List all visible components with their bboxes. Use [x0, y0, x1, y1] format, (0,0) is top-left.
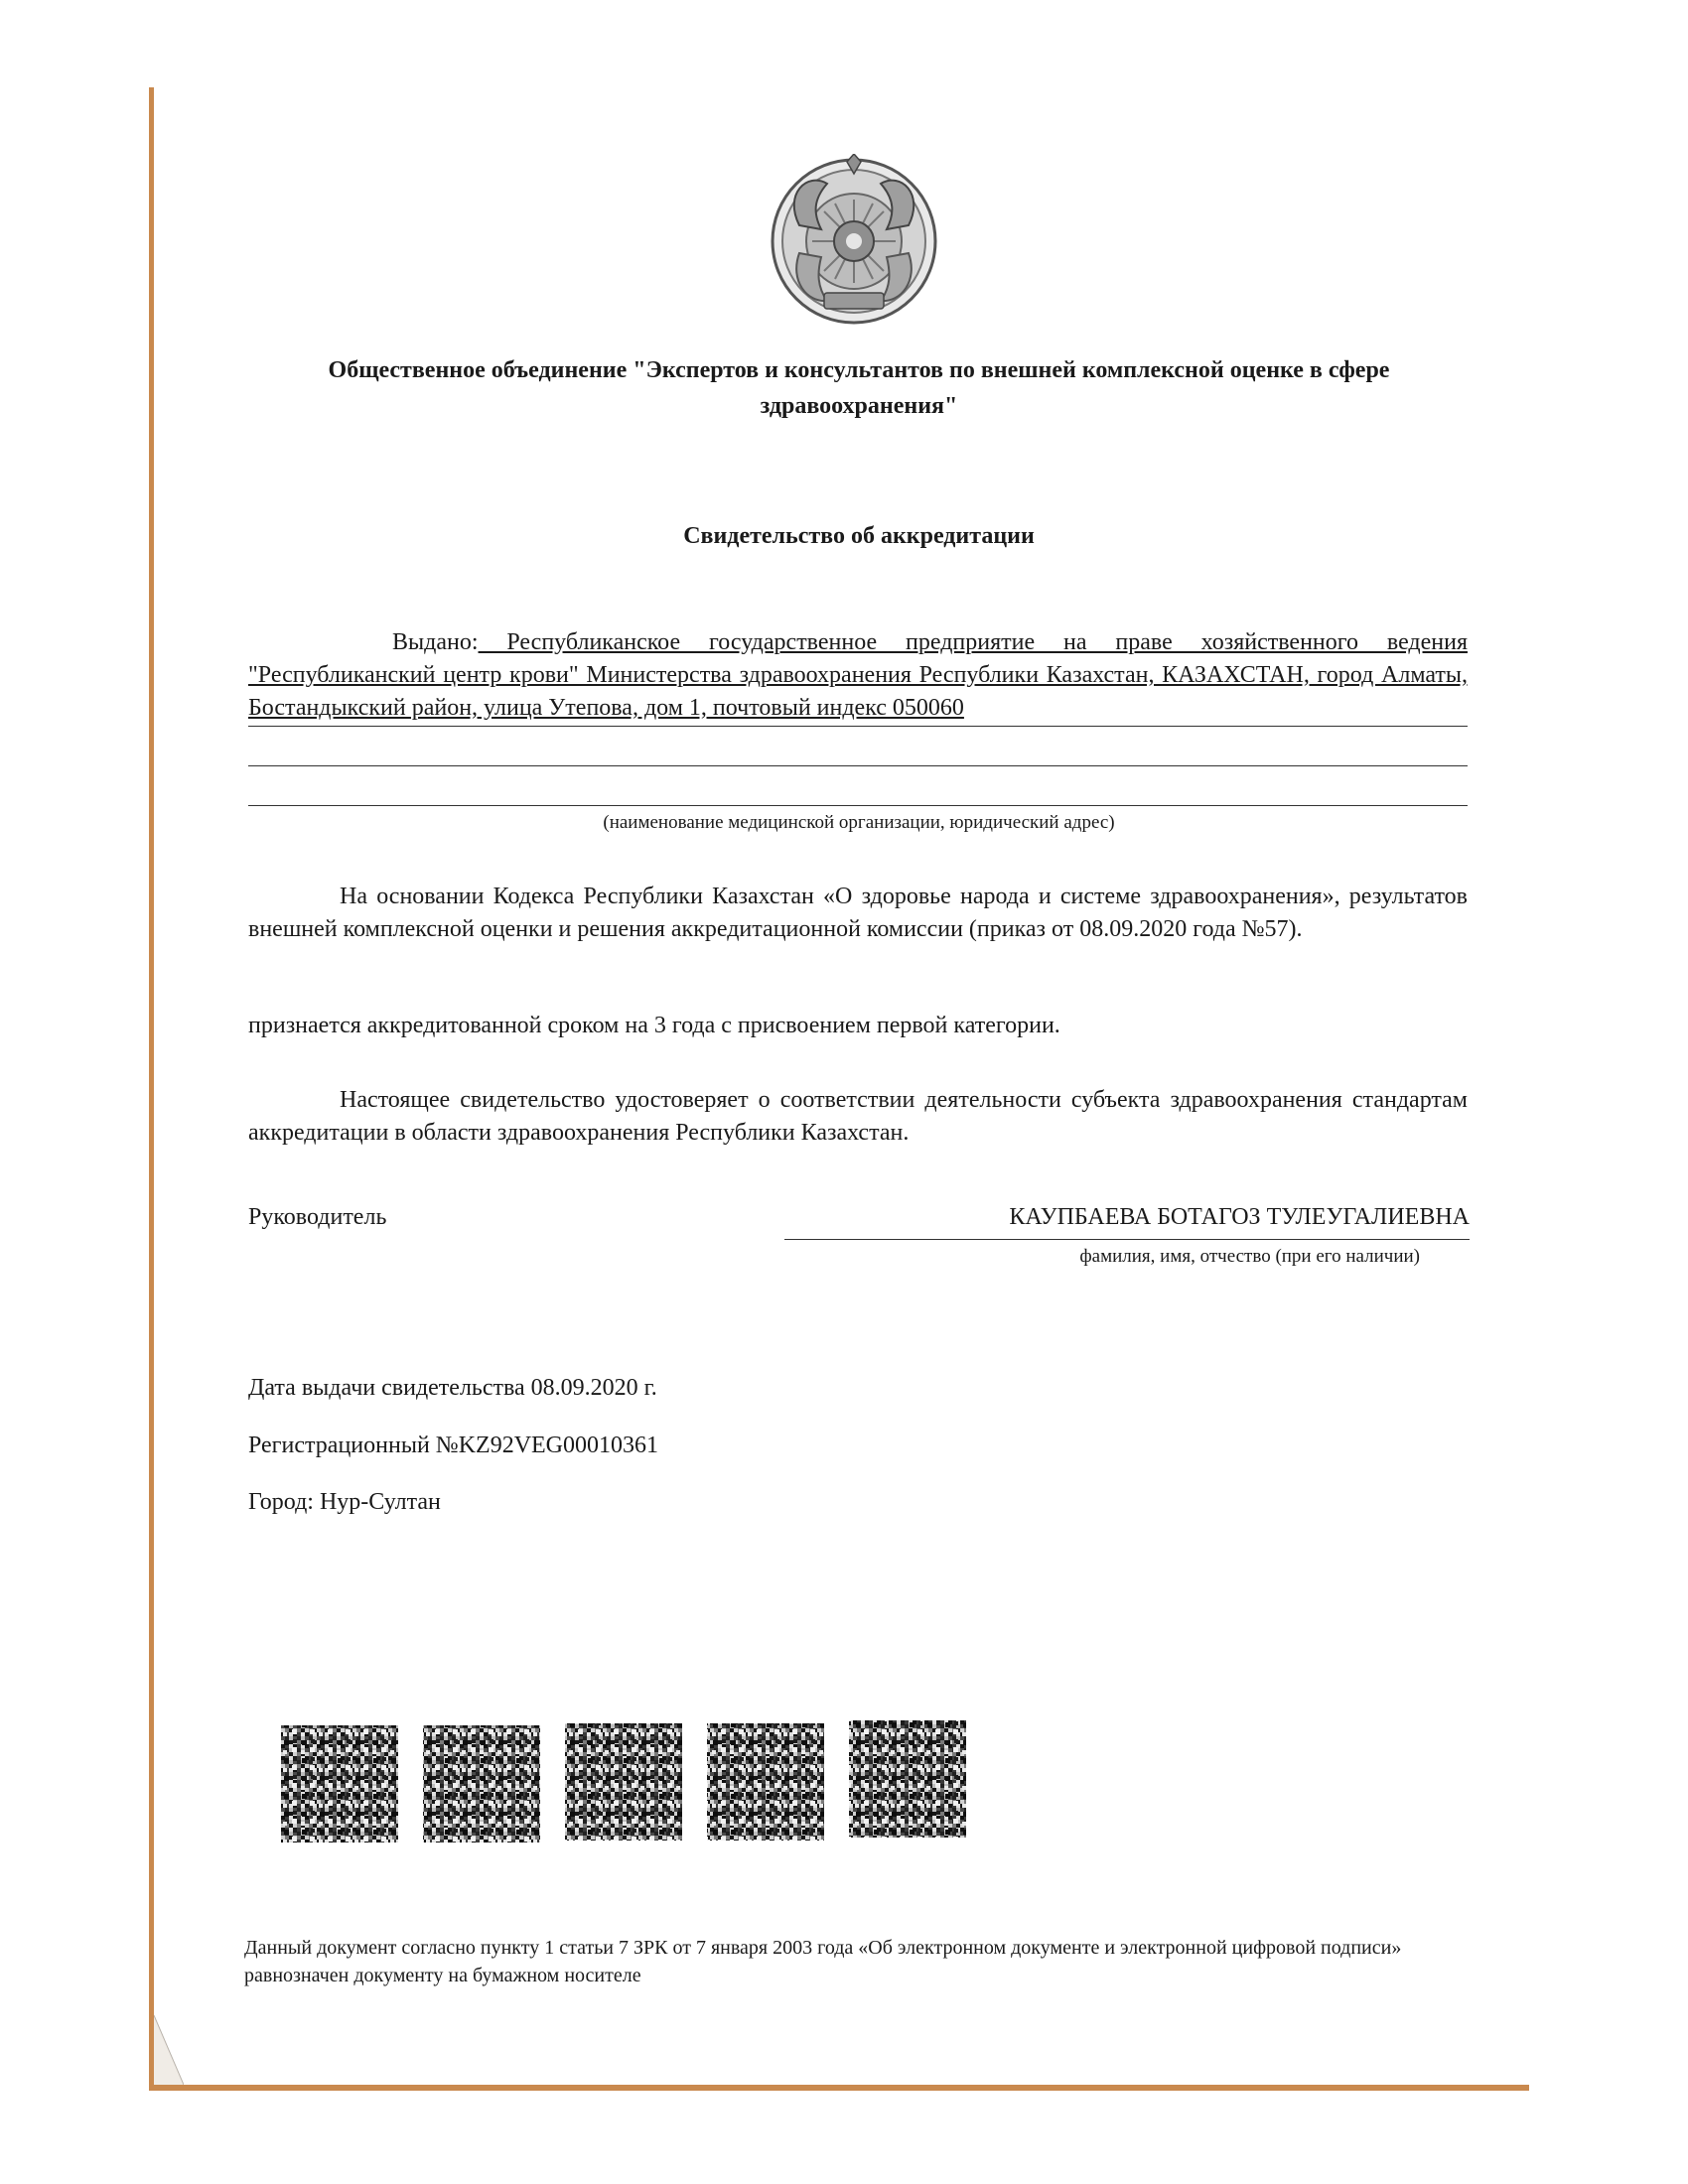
issued-to-value: Республиканское государственное предприятие на праве хозяйственного ведения "Республиканский центр крови" Министерства здравоохранения Республики Казахстан, КАЗАХСТАН, город Алматы, Бостандыкский район, улица Утепова, дом 1, почтовый индекс 050060: [248, 629, 1468, 721]
issue-date: Дата выдачи свидетельства 08.09.2020 г.: [248, 1375, 657, 1401]
qr-code-icon: [707, 1723, 824, 1841]
signature-line: [784, 1239, 1470, 1240]
issued-to-block: [248, 626, 1468, 725]
kazakhstan-state-emblem-icon: [770, 154, 938, 333]
blank-line-2: [248, 765, 1468, 766]
registration-number: Регистрационный №KZ92VEG00010361: [248, 1433, 659, 1458]
signatory-role: Руководитель: [248, 1204, 387, 1230]
blank-line-1: [248, 726, 1468, 727]
blank-line-3: [248, 805, 1468, 806]
recognition-paragraph: признается аккредитованной сроком на 3 года с присвоением первой категории.: [248, 1013, 1060, 1038]
qr-code-icon: [423, 1725, 540, 1843]
city: Город: Нур-Султан: [248, 1489, 441, 1515]
paper-edge-bottom: [149, 2085, 1529, 2091]
document-title: Свидетельство об аккредитации: [683, 523, 1035, 549]
organization-name: Общественное объединение "Экспертов и консультантов по внешней комплексной оценке в сфере здравоохранения": [328, 357, 1390, 419]
basis-paragraph: На основании Кодекса Республики Казахстан «О здоровье народа и системе здравоохранения», результатов внешней комплексной оценки и решения аккредитационной комиссии (приказ от 08.09.2020 года №57).: [248, 884, 1468, 942]
qr-code-icon: [849, 1720, 966, 1838]
page-fold-corner: [154, 2015, 184, 2085]
qr-code-icon: [281, 1725, 398, 1843]
certification-paragraph: Настоящее свидетельство удостоверяет о соответствии деятельности субъекта здравоохранения стандартам аккредитации в области здравоохранения Республики Казахстан.: [248, 1087, 1468, 1146]
issued-to-label: Выдано:: [392, 629, 479, 655]
signature-caption: фамилия, имя, отчество (при его наличии): [1079, 1246, 1420, 1267]
signatory-name: КАУПБАЕВА БОТАГОЗ ТУЛЕУГАЛИЕВНА: [1009, 1204, 1470, 1230]
qr-code-strip: [281, 1720, 996, 1844]
qr-code-icon: [565, 1723, 682, 1841]
organization-caption: (наименование медицинской организации, юридический адрес): [603, 812, 1115, 833]
legal-footnote: Данный документ согласно пункту 1 статьи 7 ЗРК от 7 января 2003 года «Об электронном документе и электронной цифровой подписи» равнозначен документу на бумажном носителе: [244, 1937, 1402, 1986]
